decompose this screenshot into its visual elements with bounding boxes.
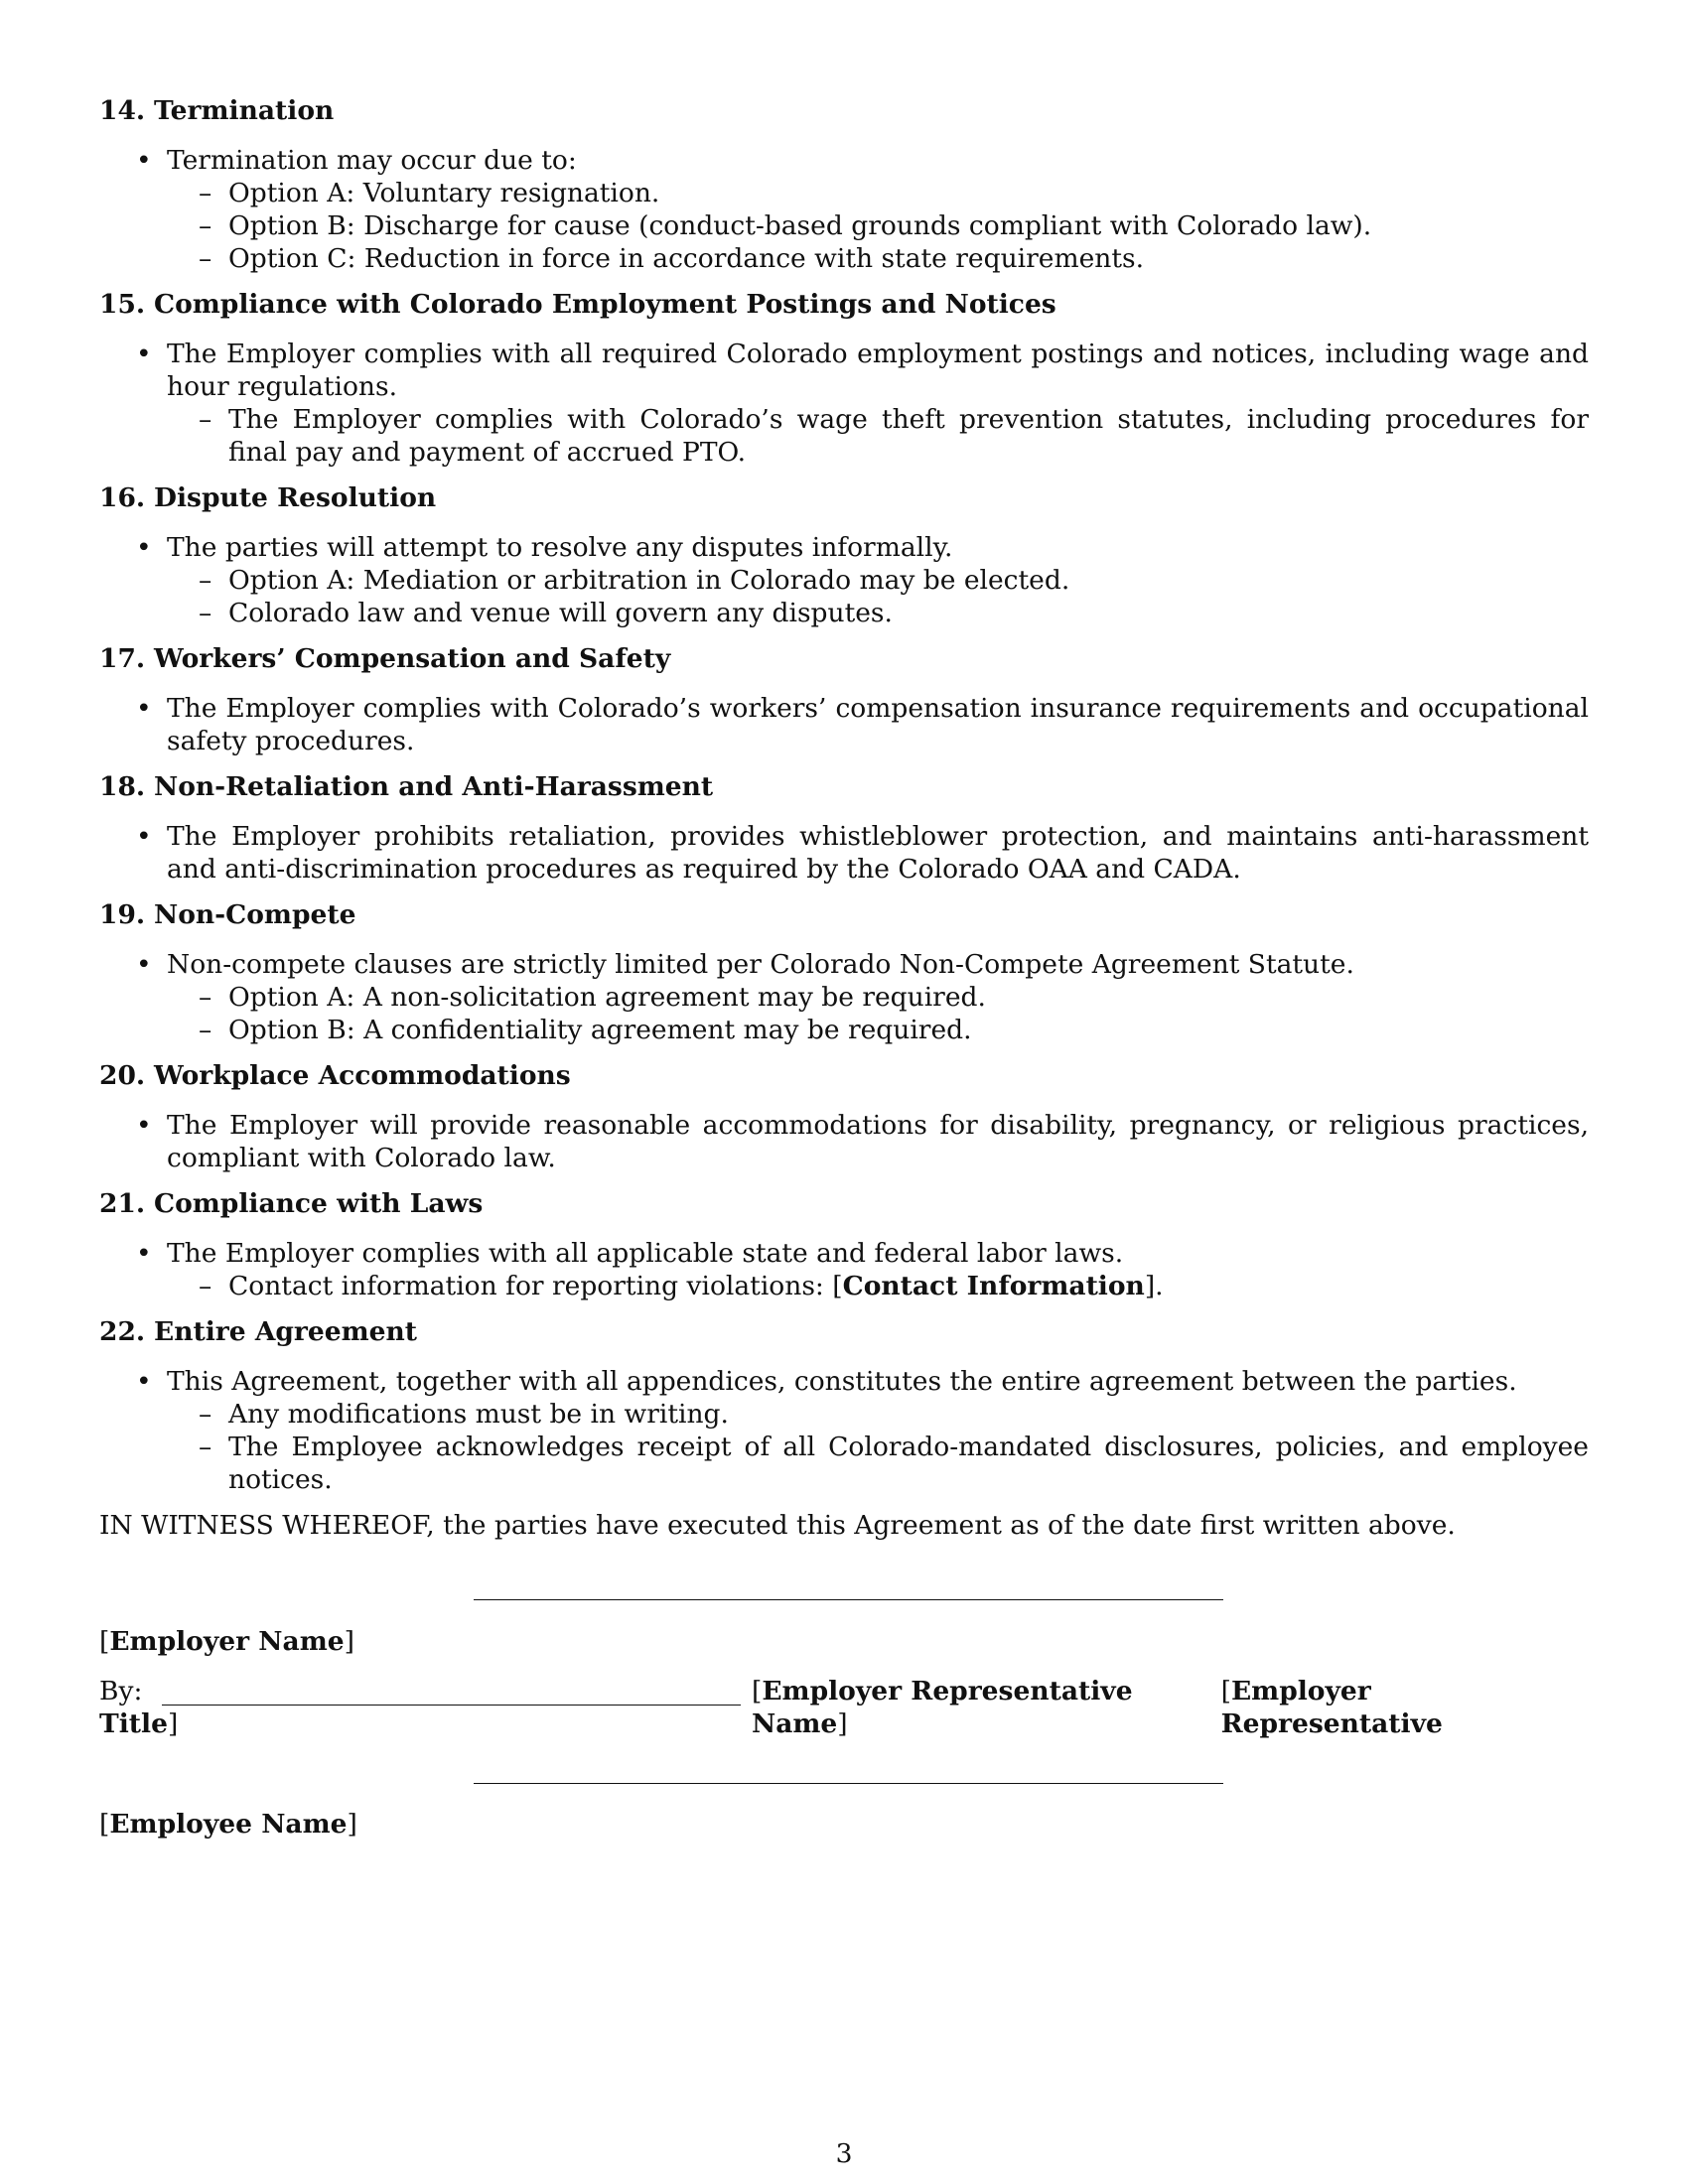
bullet-text: Termination may occur due to: bbox=[167, 145, 577, 176]
section-17 bbox=[99, 642, 1589, 757]
employer-rep-title-part1: Employer Representative bbox=[1220, 1676, 1443, 1739]
bracket-close: ] bbox=[347, 1809, 357, 1840]
section-number: 16. bbox=[99, 482, 146, 513]
sub-text-post: ]. bbox=[1144, 1271, 1164, 1301]
sub-bullet-item bbox=[99, 597, 1589, 629]
sub-bullet-item bbox=[99, 1014, 1589, 1046]
by-label: By: bbox=[99, 1676, 143, 1706]
sub-bullet-item bbox=[99, 403, 1589, 469]
sub-bullet-item bbox=[99, 564, 1589, 597]
section-title: Workers’ Compensation and Safety bbox=[154, 643, 671, 674]
section-heading bbox=[99, 94, 1589, 128]
bracket-open: [ bbox=[99, 1809, 110, 1840]
rep-title-wrap bbox=[1221, 1675, 1589, 1740]
sub-bullet-text: Option B: A confidentiality agreement may be required. bbox=[228, 1015, 972, 1045]
section-19 bbox=[99, 898, 1589, 1046]
bullet-item bbox=[99, 692, 1589, 757]
employer-rep-name: Employer Representative Name bbox=[752, 1676, 1133, 1739]
section-number: 14. bbox=[99, 95, 146, 126]
sub-bullet-item bbox=[99, 209, 1589, 242]
bullet-item bbox=[99, 1365, 1589, 1398]
section-title: Termination bbox=[154, 95, 335, 126]
dash-icon: – bbox=[199, 982, 212, 1013]
section-title: Entire Agreement bbox=[154, 1316, 417, 1347]
section-title: Workplace Accommodations bbox=[154, 1060, 571, 1091]
bullet-item bbox=[99, 1237, 1589, 1270]
bullet-text: The parties will attempt to resolve any disputes informally. bbox=[167, 532, 953, 563]
bullet-text: The Employer complies with all applicable state and federal labor laws. bbox=[167, 1238, 1124, 1269]
bullet-text: The Employer complies with Colorado’s workers’ compensation insurance requirements and occupational safety procedures. bbox=[167, 693, 1589, 756]
section-20 bbox=[99, 1059, 1589, 1174]
sub-text-pre: Contact information for reporting violations: [ bbox=[228, 1271, 843, 1301]
dash-icon: – bbox=[199, 1015, 212, 1045]
dash-icon: – bbox=[199, 404, 212, 435]
bullet-text: Non-compete clauses are strictly limited per Colorado Non-Compete Agreement Statute. bbox=[167, 949, 1354, 980]
bracket-open: [ bbox=[1220, 1676, 1231, 1706]
section-title: Compliance with Colorado Employment Postings and Notices bbox=[154, 289, 1056, 320]
rep-name-wrap bbox=[752, 1675, 1221, 1740]
sub-bullet-text bbox=[228, 1271, 1164, 1301]
dash-icon: – bbox=[199, 243, 212, 274]
sub-bullet-item bbox=[99, 1270, 1589, 1302]
sub-bullet-text: Option A: Mediation or arbitration in Colorado may be elected. bbox=[228, 565, 1070, 596]
bullet-icon: • bbox=[136, 821, 152, 852]
section-number: 22. bbox=[99, 1316, 146, 1347]
sub-bullet-item bbox=[99, 1398, 1589, 1431]
bullet-item bbox=[99, 338, 1589, 403]
bullet-icon: • bbox=[136, 1366, 152, 1397]
bullet-text: The Employer complies with all required Colorado employment postings and notices, including wage and hour regulations. bbox=[167, 339, 1589, 402]
section-title: Compliance with Laws bbox=[154, 1188, 484, 1219]
bracket-open: [ bbox=[752, 1676, 763, 1706]
dash-icon: – bbox=[199, 565, 212, 596]
bullet-text: The Employer will provide reasonable accommodations for disability, pregnancy, or religious practices, compliant with Colorado law. bbox=[167, 1110, 1589, 1173]
bullet-item bbox=[99, 1109, 1589, 1174]
page-number: 3 bbox=[835, 2138, 853, 2169]
sub-bullet-text: The Employee acknowledges receipt of all Colorado-mandated disclosures, policies, and employee notices. bbox=[228, 1432, 1589, 1495]
bracket-close: ] bbox=[167, 1708, 179, 1739]
bullet-icon: • bbox=[136, 949, 152, 980]
employee-signature-line bbox=[474, 1783, 1223, 1784]
dash-icon: – bbox=[199, 598, 212, 628]
section-number: 17. bbox=[99, 643, 146, 674]
by-signature-line bbox=[162, 1705, 741, 1706]
sub-bullet-item bbox=[99, 242, 1589, 275]
sub-bullet-item bbox=[99, 1431, 1589, 1496]
sub-bullet-text: Option B: Discharge for cause (conduct-based grounds compliant with Colorado law). bbox=[228, 210, 1372, 241]
section-heading bbox=[99, 481, 1589, 515]
employee-name: Employee Name bbox=[109, 1809, 348, 1840]
bullet-icon: • bbox=[136, 339, 152, 369]
section-15 bbox=[99, 288, 1589, 469]
employer-name-block bbox=[99, 1626, 354, 1657]
bullet-icon: • bbox=[136, 1110, 152, 1141]
sub-bullet-text: Colorado law and venue will govern any disputes. bbox=[228, 598, 893, 628]
sub-bullet-item bbox=[99, 177, 1589, 209]
bullet-item bbox=[99, 531, 1589, 564]
section-title: Dispute Resolution bbox=[154, 482, 437, 513]
sub-bullet-text: Option A: Voluntary resignation. bbox=[228, 178, 660, 208]
section-heading bbox=[99, 770, 1589, 804]
employer-name: Employer Name bbox=[109, 1626, 345, 1657]
bullet-icon: • bbox=[136, 1238, 152, 1269]
section-heading bbox=[99, 1187, 1589, 1221]
bracket-close: ] bbox=[344, 1626, 354, 1657]
section-16 bbox=[99, 481, 1589, 629]
bullet-icon: • bbox=[136, 693, 152, 724]
section-number: 15. bbox=[99, 289, 146, 320]
section-heading bbox=[99, 288, 1589, 322]
section-heading bbox=[99, 1059, 1589, 1093]
section-18 bbox=[99, 770, 1589, 886]
bullet-item bbox=[99, 948, 1589, 981]
dash-icon: – bbox=[199, 1432, 212, 1462]
dash-icon: – bbox=[199, 1271, 212, 1301]
contact-information-placeholder: Contact Information bbox=[842, 1271, 1145, 1301]
sub-bullet-text: The Employer complies with Colorado’s wage theft prevention statutes, including procedures for final pay and payment of accrued PTO. bbox=[228, 404, 1589, 468]
bracket-open: [ bbox=[99, 1626, 110, 1657]
employer-rep-title-part2: Title bbox=[99, 1708, 168, 1739]
section-number: 19. bbox=[99, 899, 146, 930]
bullet-item bbox=[99, 144, 1589, 177]
section-14 bbox=[99, 94, 1589, 275]
bullet-icon: • bbox=[136, 532, 152, 563]
dash-icon: – bbox=[199, 210, 212, 241]
section-number: 21. bbox=[99, 1188, 146, 1219]
bullet-text: This Agreement, together with all appendices, constitutes the entire agreement between the parties. bbox=[167, 1366, 1517, 1397]
bullet-item bbox=[99, 820, 1589, 886]
rep-title-continued bbox=[99, 1707, 178, 1740]
section-number: 20. bbox=[99, 1060, 146, 1091]
document-body bbox=[99, 94, 1589, 1542]
bullet-icon: • bbox=[136, 145, 152, 176]
section-heading bbox=[99, 1315, 1589, 1349]
sub-bullet-text: Option C: Reduction in force in accordance with state requirements. bbox=[228, 243, 1145, 274]
sub-bullet-item bbox=[99, 981, 1589, 1014]
dash-icon: – bbox=[199, 1399, 212, 1430]
bracket-close: ] bbox=[837, 1708, 848, 1739]
sub-bullet-text: Any modifications must be in writing. bbox=[228, 1399, 729, 1430]
dash-icon: – bbox=[199, 178, 212, 208]
rep-name-title-block bbox=[752, 1675, 1589, 1740]
section-21 bbox=[99, 1187, 1589, 1302]
employee-name-block bbox=[99, 1809, 357, 1840]
sub-bullet-text: Option A: A non-solicitation agreement may be required. bbox=[228, 982, 986, 1013]
employer-signature-line bbox=[474, 1599, 1223, 1600]
section-22 bbox=[99, 1315, 1589, 1496]
section-title: Non-Retaliation and Anti-Harassment bbox=[154, 771, 714, 802]
section-heading bbox=[99, 642, 1589, 676]
section-title: Non-Compete bbox=[154, 899, 356, 930]
bullet-text: The Employer prohibits retaliation, provides whistleblower protection, and maintains anti-harassment and anti-discrimination procedures as required by the Colorado OAA and CADA. bbox=[167, 821, 1589, 885]
section-number: 18. bbox=[99, 771, 146, 802]
witness-statement: IN WITNESS WHEREOF, the parties have executed this Agreement as of the date first written above. bbox=[99, 1510, 1456, 1541]
section-heading bbox=[99, 898, 1589, 932]
